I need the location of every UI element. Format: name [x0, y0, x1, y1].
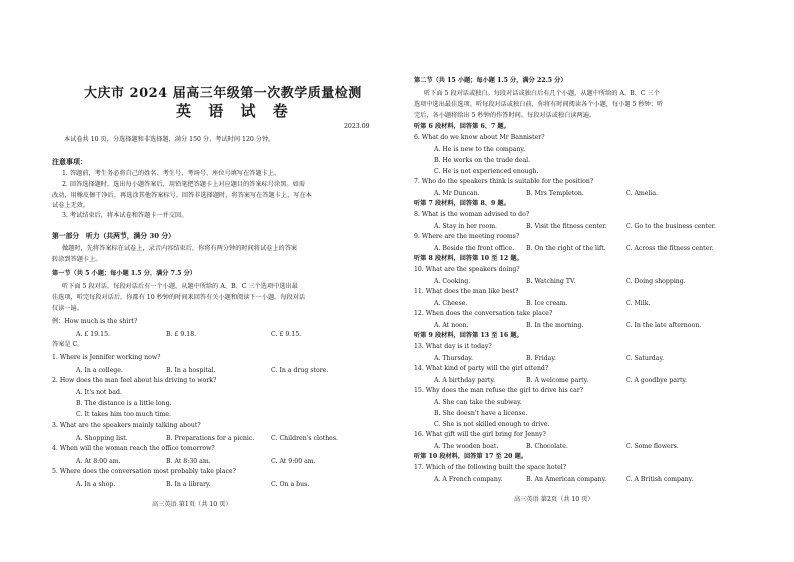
option: C. In the late afternoon.: [626, 322, 702, 329]
page-footer: 高三英语 第2页（共 10 页）: [514, 496, 594, 503]
section1-text: 听下面 5 段对话，每段对话后有一个小题，从题中所给的 A、B、C 三个选项中选出最: [62, 283, 298, 290]
question: 1. Where is Jennifer working now?: [52, 354, 161, 361]
question: 11. What does the man like best?: [414, 288, 519, 295]
question: 9. Where are the meeting rooms?: [414, 233, 520, 240]
example-answer: 答案是 C。: [52, 341, 84, 348]
intro-text: 本试卷共 10 页，分选择题和非选择题，满分 150 分，考试时间 120 分钟。: [64, 136, 275, 143]
option: C. It takes him too much time.: [76, 411, 172, 418]
part1-text: 转涂到答题卡上。: [52, 256, 102, 263]
option: A. In a shop.: [76, 481, 116, 488]
section2-text: 完后，各小题将给出 5 秒钟的作答时间。每段对话或独白读两遍。: [414, 112, 596, 119]
option: A. At noon.: [434, 322, 469, 329]
question: 16. What gift will the girl bring for Jenny?: [414, 431, 546, 438]
option: C. A goodbye party.: [626, 377, 688, 384]
question: 12. When does the conversation take place?: [414, 310, 553, 317]
notes-title: 注意事项：: [52, 157, 87, 166]
option: B. He works on the trade deal.: [434, 157, 531, 164]
question: 4. When will the woman reach the office tomorrow?: [52, 445, 215, 452]
exam-date: 2023.09: [344, 123, 370, 130]
section1-text: 佳选项，听完每段对话后，你都有 10 秒钟的时间来回答有关小题和阅读下一小题。每段对话: [52, 294, 306, 301]
option: C. Doing shopping.: [626, 278, 686, 285]
option: C. Milk.: [626, 300, 651, 307]
option: B. She doesn't have a license.: [434, 410, 528, 417]
section1-title: 第一节（共 5 小题；每小题 1.5 分，满分 7.5 分）: [52, 270, 196, 277]
option: A. £ 19.15.: [76, 331, 110, 338]
material-heading: 听第 7 段材料，回答第 8、9 题。: [414, 200, 510, 207]
option: A. In a college.: [76, 367, 123, 374]
option: B. Preparations for a picnic.: [166, 435, 255, 442]
option: C. Go to the business center.: [626, 223, 716, 230]
option: B. Ice cream.: [526, 300, 568, 307]
option: C. She is not skilled enough to drive.: [434, 421, 550, 428]
option: A. She can take the subway.: [434, 399, 522, 406]
exam-title: 大庆市 2024 届高三年级第一次教学质量检测: [84, 86, 362, 101]
section2-text: 选项中选出最佳选项。听每段对话或独白前，你将有时间阅读各个小题，每小题 5 秒钟；听: [414, 101, 664, 108]
option: B. The distance is a little long.: [76, 400, 172, 407]
note-line: 试卷上无效。: [52, 202, 90, 209]
option: C. He is not experienced enough.: [434, 168, 539, 175]
option: A. The wooden boat.: [434, 443, 499, 450]
option: C. £ 9.15.: [271, 331, 302, 338]
option: A. It's not bad.: [76, 389, 122, 396]
option: A. At 8:00 am.: [76, 458, 121, 465]
option: B. In the morning.: [526, 322, 584, 329]
material-heading: 听第 10 段材料，回答第 17 至 20 题。: [414, 453, 528, 460]
option: A. A French company.: [434, 476, 503, 483]
option: A. Cooking.: [434, 278, 471, 285]
option: B. Visit the fitness center.: [526, 223, 607, 230]
option: B. At 8:30 am.: [166, 458, 211, 465]
option: C. Across the fitness center.: [626, 245, 714, 252]
section2-title: 第二节（共 15 小题；每小题 1.5 分，满分 22.5 分）: [414, 77, 567, 84]
part1-title: 第一部分 听力（共两节，满分 30 分）: [52, 232, 175, 240]
right-page: [414, 0, 754, 562]
option: A. Beside the front office.: [434, 245, 515, 252]
section2-text: 听下面 5 段对话或独白。每段对话或独白后有几个小题，从题中所给的 A、B、C 三个: [424, 90, 660, 97]
question: 6. What do we know about Mr Bannister?: [414, 134, 545, 141]
note-line: 2. 回答选择题时，选出每小题答案后，用铅笔把答题卡上对应题目的答案标号涂黑。如需: [62, 181, 305, 188]
option: A. Mr Duncan.: [434, 190, 480, 197]
material-heading: 听第 6 段材料，回答第 6、7 题。: [414, 123, 510, 130]
option: A. Stay in her room.: [434, 223, 498, 230]
question: 14. What kind of party will the girl attend?: [414, 365, 549, 372]
material-heading: 听第 9 段材料，回答第 13 至 16 题。: [414, 332, 523, 339]
option: B. In a hospital.: [166, 367, 216, 374]
option: B. Chocolate.: [526, 443, 568, 450]
material-heading: 听第 8 段材料，回答第 10 至 12 题。: [414, 255, 523, 262]
page-footer: 高三英语 第1页（共 10 页）: [152, 501, 232, 508]
exam-subtitle: 英 语 试 卷: [176, 102, 294, 120]
option: B. Friday.: [526, 355, 556, 362]
option: C. Saturday.: [626, 355, 665, 362]
question: 7. Who do the speakers think is suitable for the position?: [414, 178, 594, 185]
question: 8. What is the woman advised to do?: [414, 211, 530, 218]
option: A. Shopping list.: [76, 435, 128, 442]
option: C. Some flowers.: [626, 443, 679, 450]
option: C. Children's clothes.: [271, 435, 338, 442]
option: B. Mrs Templeton.: [526, 190, 584, 197]
question: 3. What are the speakers mainly talking about?: [52, 422, 201, 429]
option: C. At 9:00 am.: [271, 458, 316, 465]
question: 15. Why does the man refuse the girl to drive his car?: [414, 387, 584, 394]
left-page: [52, 0, 398, 562]
option: A. He is new to the company.: [434, 146, 526, 153]
part1-text: 做题时，先将答案标在试卷上，录音内容结束后，你将有两分钟的时间将试卷上的答案: [62, 245, 298, 252]
option: B. In a library.: [166, 481, 211, 488]
note-line: 3. 考试结束后，将本试卷和答题卡一并交回。: [62, 212, 188, 219]
question: 5. Where does the conversation most probably take place?: [52, 468, 236, 475]
example-question: 例：How much is the shirt?: [52, 318, 138, 325]
option: A. A birthday party.: [434, 377, 496, 384]
option: B. On the right of the lift.: [526, 245, 606, 252]
section1-text: 仅读一遍。: [52, 305, 83, 312]
option: C. On a bus.: [271, 481, 310, 488]
option: C. In a drug store.: [271, 367, 329, 374]
question: 13. What day is it today?: [414, 343, 492, 350]
option: B. A welcome party.: [526, 377, 589, 384]
question: 10. What are the speakers doing?: [414, 266, 520, 273]
option: A. Thursday.: [434, 355, 473, 362]
option: B. £ 9.18.: [166, 331, 197, 338]
note-line: 1. 答题前，考生务必将自己的姓名、考生号、考场号、座位号填写在答题卡上。: [62, 170, 281, 177]
option: C. Amelia.: [626, 190, 659, 197]
note-line: 改动，用橡皮擦干净后，再选涂其他答案标号。回答非选择题时，将答案写在答题卡上，写在本: [52, 192, 312, 199]
option: B. Watching TV.: [526, 278, 576, 285]
option: B. An American company.: [526, 476, 607, 483]
question: 2. How does the man feel about his driving to work?: [52, 377, 217, 384]
question: 17. Which of the following built the space hotel?: [414, 464, 567, 471]
option: A. Cheese.: [434, 300, 468, 307]
option: C. A British company.: [626, 476, 694, 483]
